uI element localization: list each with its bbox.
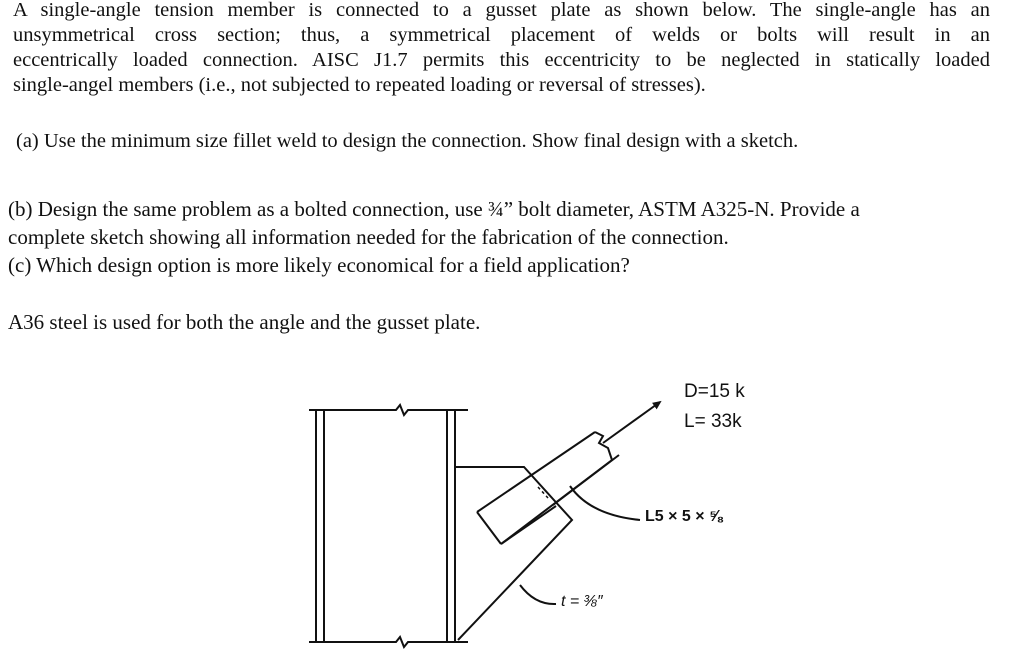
live-load-label: L= 33k: [684, 411, 742, 432]
load-arrow: [603, 402, 660, 443]
intro-line-3: eccentrically loaded connection. AISC J1.7 permits this eccentricity to be neglected in statically loaded: [13, 49, 990, 71]
thickness-label-leader: [520, 585, 556, 604]
plate-thickness-label: t = ⅜″: [561, 593, 603, 610]
column-top-break-line: [309, 405, 468, 415]
angle-outstanding-leg-line: [553, 455, 619, 505]
angle-break-mark: [595, 432, 612, 460]
gusset-plate-outline: [455, 467, 572, 640]
column-bottom-break-line: [309, 637, 468, 647]
dead-load-label: D=15 k: [684, 381, 745, 402]
intro-line-2: unsymmetrical cross section; thus, a symmetrical placement of welds or bolts will result in an: [13, 24, 990, 46]
connection-figure: [0, 340, 1024, 672]
angle-heel-line: [501, 506, 556, 544]
angle-leg-edge-upper: [477, 432, 595, 512]
intro-line-4: single-angel members (i.e., not subjected to repeated loading or reversal of stresses).: [13, 74, 706, 96]
problem-intro: [13, 0, 990, 98]
angle-size-label: L5 × 5 × ⅝: [645, 508, 723, 525]
part-b-line-2: complete sketch showing all information needed for the fabrication of the connection.: [8, 225, 729, 249]
part-b-line-1: (b) Design the same problem as a bolted connection, use ¾” bolt diameter, ASTM A325-N. Provide a: [8, 197, 860, 221]
angle-end-edge: [477, 512, 501, 544]
part-b-text: [8, 195, 860, 251]
intro-line-1: A single-angle tension member is connected to a gusset plate as shown below. The single-angle has an: [13, 0, 990, 21]
part-c-text: (c) Which design option is more likely economical for a field application?: [8, 253, 630, 277]
part-a-text: (a) Use the minimum size fillet weld to design the connection. Show final design with a sketch.: [16, 130, 799, 152]
material-note: A36 steel is used for both the angle and the gusset plate.: [8, 310, 481, 334]
angle-label-leader: [570, 486, 640, 520]
